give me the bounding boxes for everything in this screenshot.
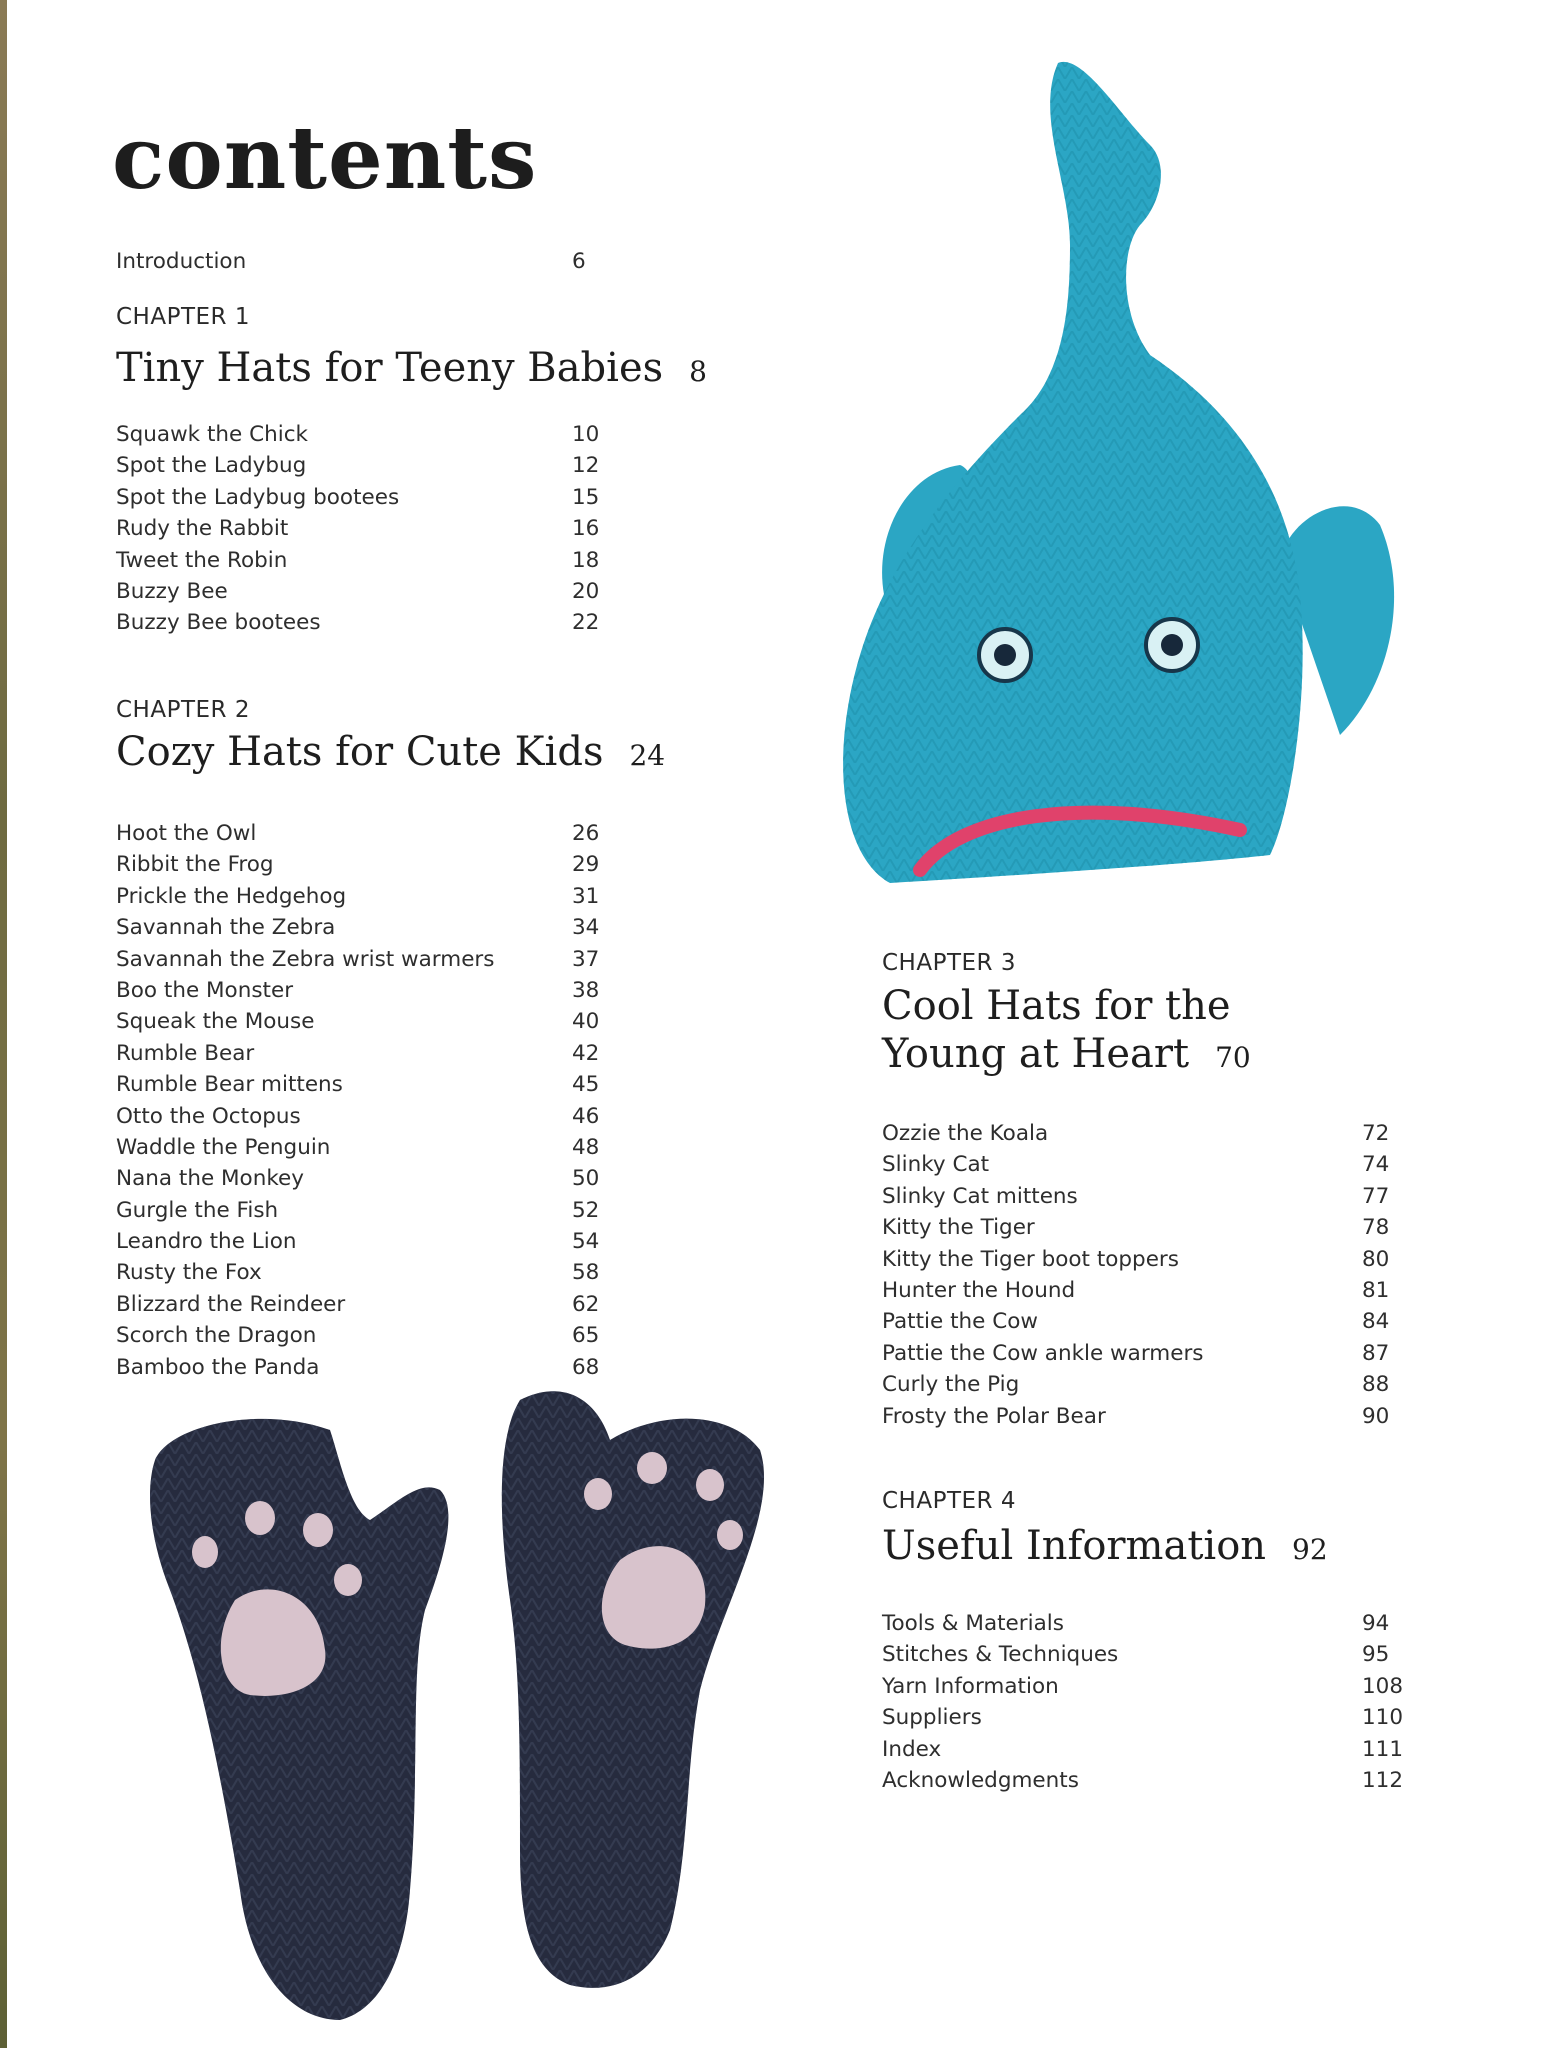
list-item[interactable] bbox=[882, 1181, 1402, 1212]
entry-name: Tweet the Robin bbox=[116, 547, 288, 573]
list-item[interactable] bbox=[116, 1038, 612, 1069]
list-item[interactable] bbox=[882, 1401, 1402, 1432]
entry-page: 34 bbox=[572, 915, 600, 941]
chapter-3-page: 70 bbox=[1215, 1041, 1251, 1074]
list-item[interactable] bbox=[116, 482, 612, 513]
left-pupil bbox=[994, 644, 1016, 666]
entry-page: 46 bbox=[572, 1103, 600, 1129]
list-item[interactable] bbox=[882, 1118, 1402, 1149]
entry-page: 95 bbox=[1362, 1642, 1390, 1668]
entry-name: Otto the Octopus bbox=[116, 1103, 301, 1129]
list-item[interactable] bbox=[116, 975, 612, 1006]
list-item[interactable] bbox=[116, 576, 612, 607]
entry-name: Blizzard the Reindeer bbox=[116, 1291, 346, 1317]
entry-name: Leandro the Lion bbox=[116, 1229, 297, 1255]
entry-name: Suppliers bbox=[882, 1705, 982, 1731]
entry-page: 15 bbox=[572, 484, 600, 510]
chapter-3-title bbox=[882, 982, 1251, 1082]
list-item[interactable] bbox=[116, 1226, 612, 1257]
entry-page: 111 bbox=[1362, 1736, 1404, 1762]
list-item[interactable] bbox=[882, 1338, 1402, 1369]
list-item[interactable] bbox=[882, 1306, 1402, 1337]
chapter-3-title-line1: Cool Hats for the bbox=[882, 983, 1231, 1029]
entry-page: 77 bbox=[1362, 1183, 1390, 1209]
entry-name: Buzzy Bee bbox=[116, 578, 228, 604]
entry-page: 87 bbox=[1362, 1340, 1390, 1366]
entry-page: 112 bbox=[1362, 1767, 1404, 1793]
entry-name: Nana the Monkey bbox=[116, 1166, 304, 1192]
hat-knit-texture bbox=[843, 62, 1303, 883]
entry-page: 22 bbox=[572, 610, 600, 636]
list-item[interactable] bbox=[116, 450, 612, 481]
entry-page: 65 bbox=[572, 1323, 600, 1349]
list-item[interactable] bbox=[116, 1163, 612, 1194]
chapter-2-title-text: Cozy Hats for Cute Kids bbox=[116, 729, 604, 775]
entry-name: Pattie the Cow bbox=[882, 1309, 1038, 1335]
entry-page: 29 bbox=[572, 852, 600, 878]
entry-page: 40 bbox=[572, 1009, 600, 1035]
entry-name: Rumble Bear mittens bbox=[116, 1072, 343, 1098]
entry-name: Waddle the Penguin bbox=[116, 1134, 331, 1160]
entry-name: Introduction bbox=[116, 249, 247, 274]
left-mitten-texture bbox=[150, 1419, 448, 2020]
entry-page: 50 bbox=[572, 1166, 600, 1192]
entry-page: 78 bbox=[1362, 1215, 1390, 1241]
entry-name: Hunter the Hound bbox=[882, 1277, 1076, 1303]
entry-name: Scorch the Dragon bbox=[116, 1323, 317, 1349]
entry-name: Prickle the Hedgehog bbox=[116, 883, 347, 909]
entry-name: Ozzie the Koala bbox=[882, 1121, 1049, 1146]
entry-page: 16 bbox=[572, 516, 600, 542]
chapter-2-page: 24 bbox=[629, 739, 666, 772]
entry-page: 38 bbox=[572, 977, 600, 1003]
entry-page: 62 bbox=[572, 1291, 600, 1317]
entry-name: Kitty the Tiger boot toppers bbox=[882, 1246, 1179, 1272]
entry-page: 80 bbox=[1362, 1246, 1390, 1272]
entry-page: 68 bbox=[572, 1354, 600, 1380]
entry-page: 48 bbox=[572, 1134, 600, 1160]
chapter-1-list bbox=[116, 419, 612, 639]
entry-name: Acknowledgments bbox=[882, 1767, 1079, 1793]
right-mitten-texture bbox=[502, 1391, 764, 1988]
chapter-2-label: CHAPTER 2 bbox=[116, 697, 250, 723]
list-item[interactable] bbox=[882, 1244, 1402, 1275]
chapter-4-list bbox=[882, 1608, 1402, 1796]
paw-mittens-image bbox=[140, 1370, 840, 2030]
entry-name: Index bbox=[882, 1736, 942, 1762]
entry-name: Yarn Information bbox=[882, 1673, 1059, 1699]
entry-name: Bamboo the Panda bbox=[116, 1354, 320, 1380]
entry-name: Spot the Ladybug bbox=[116, 453, 307, 479]
list-item[interactable] bbox=[116, 1132, 612, 1163]
entry-name: Spot the Ladybug bootees bbox=[116, 484, 400, 510]
entry-page: 110 bbox=[1362, 1705, 1404, 1731]
chapter-2-list bbox=[116, 818, 612, 1383]
chapter-4-page: 92 bbox=[1292, 1533, 1328, 1566]
list-item[interactable] bbox=[116, 1195, 612, 1226]
entry-name: Savannah the Zebra bbox=[116, 915, 336, 941]
entry-name: Tools & Materials bbox=[882, 1611, 1064, 1636]
list-item[interactable] bbox=[116, 849, 612, 880]
list-item[interactable] bbox=[116, 881, 612, 912]
chapter-4-title bbox=[882, 1522, 1328, 1574]
list-item[interactable] bbox=[116, 944, 612, 975]
list-item[interactable] bbox=[116, 818, 612, 849]
entry-page: 74 bbox=[1362, 1152, 1390, 1178]
entry-page: 42 bbox=[572, 1040, 600, 1066]
list-item[interactable] bbox=[882, 1212, 1402, 1243]
entry-page: 52 bbox=[572, 1197, 600, 1223]
list-item[interactable] bbox=[116, 912, 612, 943]
chapter-4-label: CHAPTER 4 bbox=[882, 1488, 1016, 1514]
entry-page: 12 bbox=[572, 453, 600, 479]
entry-name: Boo the Monster bbox=[116, 977, 294, 1003]
chapter-3-label: CHAPTER 3 bbox=[882, 950, 1016, 976]
entry-name: Curly the Pig bbox=[882, 1372, 1020, 1398]
entry-page: 6 bbox=[572, 249, 586, 274]
entry-page: 72 bbox=[1362, 1121, 1390, 1146]
list-item[interactable] bbox=[116, 1257, 612, 1288]
entry-page: 26 bbox=[572, 821, 600, 846]
entry-name: Rudy the Rabbit bbox=[116, 516, 289, 542]
list-item[interactable] bbox=[882, 1369, 1402, 1400]
list-item[interactable] bbox=[116, 1101, 612, 1132]
entry-page: 58 bbox=[572, 1260, 600, 1286]
entry-name: Buzzy Bee bootees bbox=[116, 610, 321, 636]
page-title: contents bbox=[112, 108, 538, 209]
fish-hat-image bbox=[820, 55, 1420, 895]
list-item[interactable] bbox=[882, 1734, 1402, 1765]
entry-page: 88 bbox=[1362, 1372, 1390, 1398]
chapter-4-title-text: Useful Information bbox=[882, 1523, 1267, 1569]
entry-name: Hoot the Owl bbox=[116, 821, 257, 846]
list-item[interactable] bbox=[882, 1608, 1402, 1639]
list-item[interactable] bbox=[116, 607, 612, 638]
entry-name: Frosty the Polar Bear bbox=[882, 1403, 1106, 1429]
entry-name: Ribbit the Frog bbox=[116, 852, 274, 878]
chapter-1-page: 8 bbox=[689, 355, 707, 388]
list-item[interactable] bbox=[116, 1289, 612, 1320]
entry-page: 84 bbox=[1362, 1309, 1390, 1335]
chapter-3-title-line2: Young at Heart bbox=[882, 1031, 1190, 1077]
entry-name: Squawk the Chick bbox=[116, 422, 308, 447]
page-edge-strip bbox=[0, 0, 7, 2048]
entry-name: Pattie the Cow ankle warmers bbox=[882, 1340, 1204, 1366]
entry-page: 20 bbox=[572, 578, 600, 604]
list-item[interactable] bbox=[882, 1765, 1402, 1796]
entry-name: Rumble Bear bbox=[116, 1040, 255, 1066]
entry-name: Kitty the Tiger bbox=[882, 1215, 1035, 1241]
entry-name: Savannah the Zebra wrist warmers bbox=[116, 946, 495, 972]
entry-name: Slinky Cat mittens bbox=[882, 1183, 1078, 1209]
list-item[interactable] bbox=[116, 513, 612, 544]
entry-page: 81 bbox=[1362, 1277, 1390, 1303]
list-item[interactable] bbox=[116, 1069, 612, 1100]
entry-page: 108 bbox=[1362, 1673, 1404, 1699]
list-item[interactable] bbox=[882, 1639, 1402, 1670]
list-item[interactable] bbox=[116, 246, 612, 277]
list-item[interactable] bbox=[116, 1320, 612, 1351]
entry-page: 37 bbox=[572, 946, 600, 972]
entry-name: Stitches & Techniques bbox=[882, 1642, 1119, 1668]
entry-page: 45 bbox=[572, 1072, 600, 1098]
entry-page: 18 bbox=[572, 547, 600, 573]
entry-name: Rusty the Fox bbox=[116, 1260, 262, 1286]
entry-page: 90 bbox=[1362, 1403, 1390, 1429]
chapter-1-label: CHAPTER 1 bbox=[116, 304, 250, 330]
entry-name: Slinky Cat bbox=[882, 1152, 990, 1178]
list-item[interactable] bbox=[882, 1702, 1402, 1733]
list-item[interactable] bbox=[882, 1671, 1402, 1702]
chapter-2-title bbox=[116, 728, 665, 780]
chapter-3-title-line2-wrap bbox=[882, 1030, 1251, 1082]
entry-name: Gurgle the Fish bbox=[116, 1197, 279, 1223]
right-pupil bbox=[1161, 634, 1183, 656]
list-item[interactable] bbox=[116, 419, 612, 450]
chapter-1-title-text: Tiny Hats for Teeny Babies bbox=[116, 345, 664, 391]
entry-page: 94 bbox=[1362, 1611, 1390, 1636]
list-item[interactable] bbox=[882, 1275, 1402, 1306]
entry-page: 31 bbox=[572, 883, 600, 909]
entry-page: 54 bbox=[572, 1229, 600, 1255]
chapter-3-list bbox=[882, 1118, 1402, 1432]
intro-list bbox=[116, 246, 612, 277]
list-item[interactable] bbox=[116, 1006, 612, 1037]
list-item[interactable] bbox=[116, 545, 612, 576]
entry-page: 10 bbox=[572, 422, 600, 447]
list-item[interactable] bbox=[882, 1149, 1402, 1180]
entry-name: Squeak the Mouse bbox=[116, 1009, 315, 1035]
chapter-1-title bbox=[116, 344, 707, 396]
